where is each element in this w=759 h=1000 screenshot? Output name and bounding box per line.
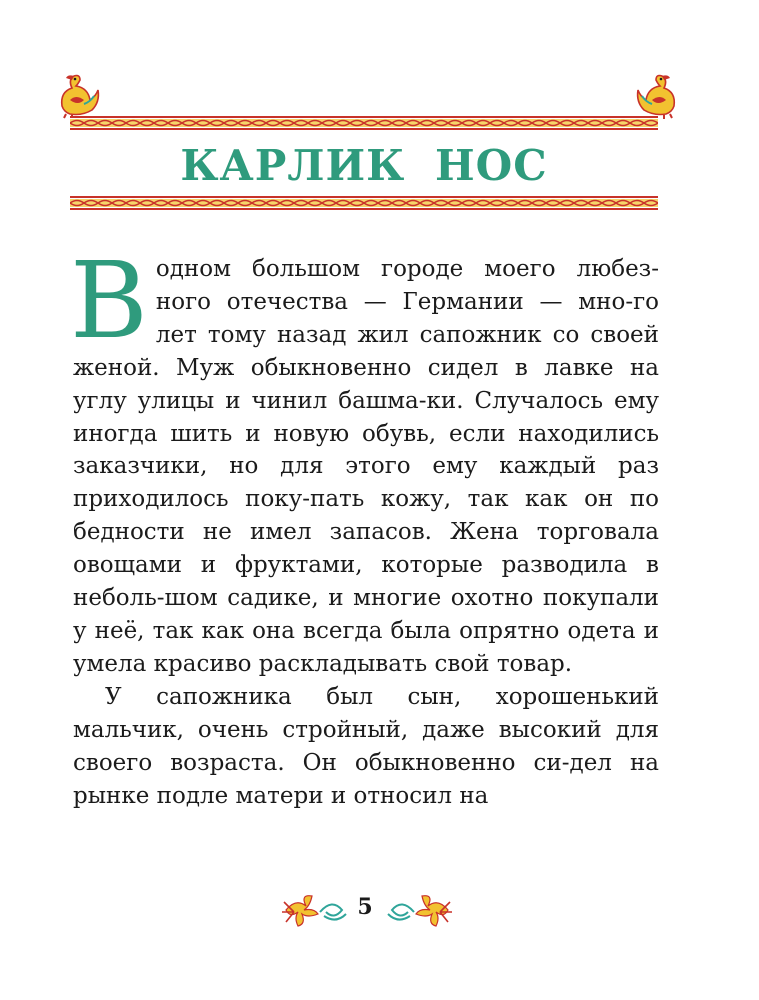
page-number: 5: [357, 894, 373, 920]
ornament-border-top: [70, 116, 658, 130]
paragraph-1: [70, 239, 659, 681]
ornament-border-bottom: [70, 196, 658, 210]
flower-ornament-icon: [384, 888, 454, 932]
story-text: [70, 239, 659, 812]
bird-ornament-icon: [634, 70, 682, 120]
page-title: КАРЛИК НОС: [180, 141, 548, 190]
bird-ornament-icon: [54, 70, 102, 120]
paragraph-1-first-line: одном большом городе моего любез-: [155, 256, 659, 282]
flower-ornament-icon: [280, 888, 350, 932]
paragraph-2-text: У сапожника был сын, хорошенький мальчик, очень стройный, даже высокий для своего возраста. Он обыкновенно си-дел на рынке подле матери и относил на: [73, 683, 659, 809]
paragraph-1-rest: ного отечества — Германии — мно-го лет тому назад жил сапожник со своей женой. Муж обыкновенно сидел в лавке на углу улицы и чинил башма-ки. Случалось ему иногда шить и новую обувь, если находились заказчики, но для этого ему каждый раз приходилось поку-пать кожу, так как он по бедности не имел запасов. Жена торговала овощами и фруктами, которые разводила в неболь-шом садике, и многие охотно покупали у неё, так как она всегда была опрятно одета и умела красиво раскладывать свой товар.: [73, 288, 659, 677]
drop-cap: В: [70, 239, 148, 362]
paragraph-2: [73, 681, 659, 813]
